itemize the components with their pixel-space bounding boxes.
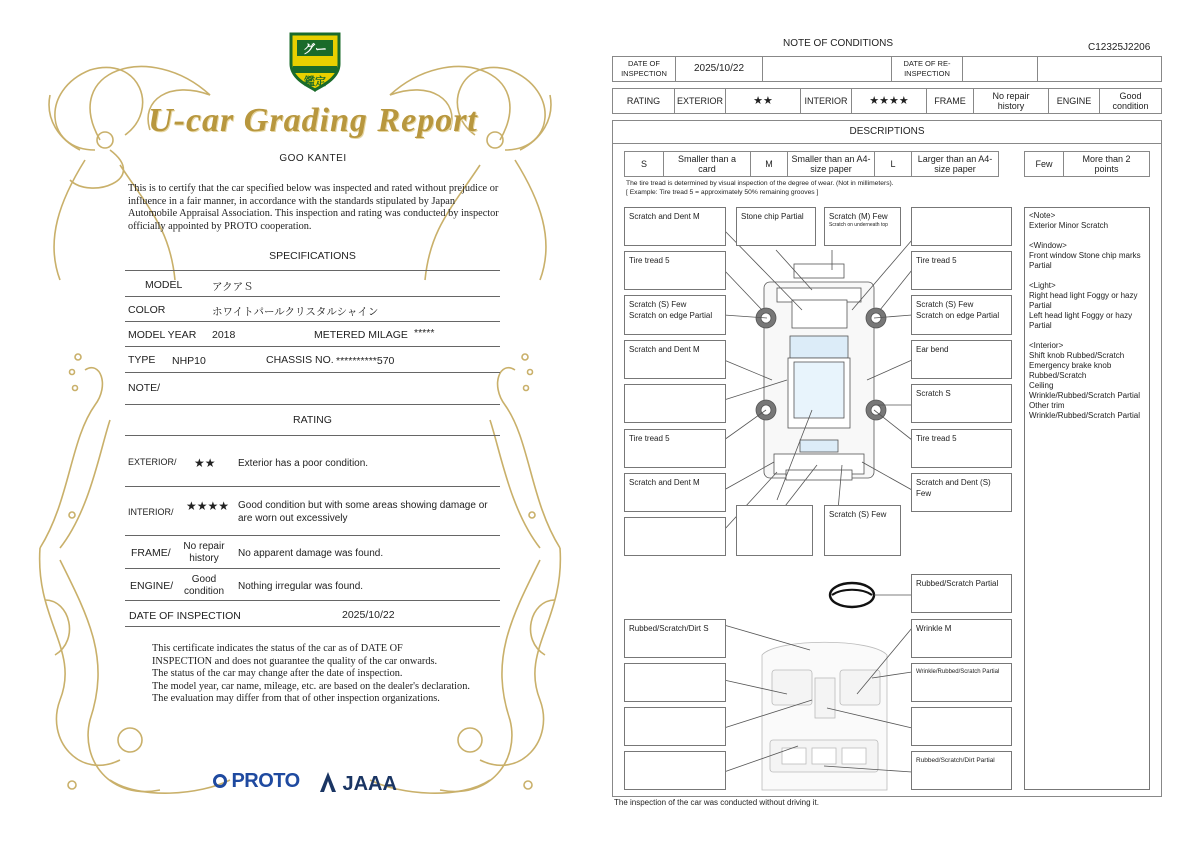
- note-box-left-front-door: Scratch and Dent M: [624, 340, 726, 379]
- note-box-rear-right: Scratch and Dent (S) Few: [911, 473, 1012, 512]
- note-text: Scratch (S) Few: [629, 300, 687, 309]
- type-label: TYPE: [128, 354, 156, 366]
- legend-s-desc: Smaller than a card: [663, 151, 751, 177]
- side-note-line: Left head light Foggy or hazy Partial: [1029, 311, 1133, 330]
- side-note-line: <Window>: [1029, 241, 1067, 250]
- date-of-inspection-value: 2025/10/22: [342, 609, 395, 621]
- exterior-label: EXTERIOR: [674, 88, 726, 114]
- date-of-inspection-label: DATE OF INSPECTION: [612, 56, 676, 82]
- date-of-inspection-value: 2025/10/22: [675, 56, 763, 82]
- divider: [125, 486, 500, 487]
- footer-line: This certificate indicates the status of the car as of DATE OF: [152, 643, 403, 654]
- side-note-line: <Light>: [1029, 281, 1056, 290]
- divider: [125, 270, 500, 271]
- note-box-left-rear-door: [624, 384, 726, 423]
- reinspection-label: DATE OF RE-INSPECTION: [891, 56, 963, 82]
- empty-cell: [962, 56, 1038, 82]
- note-box-rear-bumper: [736, 505, 813, 556]
- metered-milage-label: METERED MILAGE: [314, 329, 408, 341]
- divider: [125, 404, 500, 405]
- exterior-description: Exterior has a poor condition.: [238, 458, 369, 469]
- footer-line: The model year, car name, mileage, etc. are based on the dealer's declaration.: [152, 680, 470, 692]
- side-note-spacer: [1029, 231, 1145, 241]
- note-box-front-left: Scratch and Dent M: [624, 207, 726, 246]
- model-year-value: 2018: [212, 329, 236, 341]
- divider: [125, 296, 500, 297]
- note-box-tire-front-left: Tire tread 5: [624, 251, 726, 290]
- frame-description: No apparent damage was found.: [238, 548, 384, 559]
- frame-value: No repair history: [183, 541, 225, 564]
- jaaa-logo: JAAA: [318, 770, 397, 796]
- legend-few: Few: [1024, 151, 1064, 177]
- side-notes: [1024, 207, 1150, 790]
- side-note-spacer: [1029, 331, 1145, 341]
- note-box-tire-front-right: Tire tread 5: [911, 251, 1012, 290]
- divider: [125, 626, 500, 627]
- engine-value: Good condition: [1099, 88, 1162, 114]
- engine-description: Nothing irregular was found.: [238, 581, 364, 592]
- divider: [125, 535, 500, 536]
- interior-stars: ★★★★: [851, 88, 927, 114]
- empty-cell: [762, 56, 892, 82]
- divider: [125, 346, 500, 347]
- color-label: COLOR: [128, 304, 166, 316]
- side-note-line: Front window Stone chip marks Partial: [1029, 251, 1141, 270]
- side-note-line: Wrinkle/Rubbed/Scratch Partial: [1029, 411, 1141, 420]
- frame-label: FRAME: [926, 88, 974, 114]
- note-box-ceiling: Rubbed/Scratch/Dirt S: [624, 619, 726, 658]
- note-subtext: Scratch on underneath top: [829, 222, 888, 228]
- note-box-steering: Rubbed/Scratch Partial: [911, 574, 1012, 613]
- jaaa-mark-icon: [318, 770, 338, 794]
- side-note-spacer: [1029, 271, 1145, 281]
- side-note-line: Other trim: [1029, 401, 1065, 410]
- side-note-line: <Interior>: [1029, 341, 1064, 350]
- note-box-right-rear-door: Scratch S: [911, 384, 1012, 423]
- note-footer: The inspection of the car was conducted without driving it.: [614, 798, 819, 807]
- divider: [125, 600, 500, 601]
- note-title: NOTE OF CONDITIONS: [783, 38, 893, 49]
- divider: [125, 372, 500, 373]
- interior-stars: ★★★★: [186, 499, 230, 513]
- footer-line: INSPECTION and does not guarantee the quality of the car onwards.: [152, 655, 438, 667]
- note-box-right-fender: [911, 295, 1012, 335]
- note-text: Scratch on edge Partial: [916, 311, 1000, 320]
- footer-line: The status of the car may change after the date of inspection.: [152, 668, 403, 680]
- interior-label: INTERIOR/: [128, 507, 174, 517]
- model-label: MODEL: [145, 279, 183, 291]
- note-box-front-right: [911, 207, 1012, 246]
- certificate-subtitle: GOO KANTEI: [279, 153, 347, 164]
- note-box-tire-rear-left: Tire tread 5: [624, 429, 726, 468]
- legend-l: L: [874, 151, 912, 177]
- chassis-label: CHASSIS NO.: [266, 354, 334, 366]
- legend-few-desc: More than 2 points: [1063, 151, 1150, 177]
- svg-text:グー: グー: [302, 42, 328, 56]
- goo-kantei-badge-logo: [287, 30, 343, 92]
- side-note-line: Exterior Minor Scratch: [1029, 221, 1109, 230]
- divider: [125, 568, 500, 569]
- side-note-line: Ceiling: [1029, 381, 1054, 390]
- legend-l-desc: Larger than an A4-size paper: [911, 151, 999, 177]
- note-box-rear-seat-right: Rubbed/Scratch/Dirt Partial: [911, 751, 1012, 790]
- note-box-front-seat-right: Wrinkle/Rubbed/Scratch Partial: [911, 663, 1012, 702]
- tire-example: [ Example: Tire tread 5 = approximately 50% remaining grooves ]: [626, 189, 819, 196]
- note-box-windshield: Stone chip Partial: [736, 207, 816, 246]
- side-note-line: Wrinkle/Rubbed/Scratch Partial: [1029, 391, 1141, 400]
- rating-label: RATING: [612, 88, 675, 114]
- exterior-label: EXTERIOR/: [128, 457, 177, 467]
- side-note-line: Shift knob Rubbed/Scratch: [1029, 351, 1125, 360]
- certificate-title: U-car Grading Report: [148, 102, 478, 139]
- legend-m-desc: Smaller than an A4-size paper: [787, 151, 875, 177]
- exterior-stars: ★★: [725, 88, 801, 114]
- note-box-dashboard: Wrinkle M: [911, 619, 1012, 658]
- certificate-footer: [152, 643, 492, 706]
- side-note-line: Emergency brake knob Rubbed/Scratch: [1029, 361, 1112, 380]
- note-text: Scratch (S) Few: [916, 300, 974, 309]
- type-value: NHP10: [172, 355, 206, 367]
- note-box-left-fender: [624, 295, 726, 335]
- exterior-stars: ★★: [194, 456, 216, 470]
- chassis-value: **********570: [336, 355, 395, 367]
- divider: [125, 435, 500, 436]
- note-of-conditions: [600, 0, 1200, 848]
- svg-text:鑑定: 鑑定: [304, 75, 326, 88]
- note-box-console: [624, 707, 726, 746]
- note-box-shift: [911, 707, 1012, 746]
- note-text: Scratch (M) Few: [829, 212, 888, 221]
- note-text: Scratch on edge Partial: [629, 311, 713, 320]
- color-value: ホワイトパールクリスタルシャイン: [212, 306, 379, 318]
- divider: [125, 321, 500, 322]
- frame-value: No repair history: [973, 88, 1049, 114]
- proto-mark-icon: [213, 774, 227, 788]
- descriptions-heading: DESCRIPTIONS: [612, 120, 1162, 144]
- footer-line: The evaluation may differ from that of other inspection organizations.: [152, 693, 440, 705]
- date-of-inspection-label: DATE OF INSPECTION: [129, 610, 241, 622]
- document-code: C12325J2206: [1088, 42, 1151, 53]
- legend-m: M: [750, 151, 788, 177]
- note-box-roof: [824, 207, 901, 246]
- engine-label: ENGINE: [1048, 88, 1100, 114]
- note-label: NOTE/: [128, 382, 161, 394]
- note-box-rear-seat-left: [624, 751, 726, 790]
- note-box-trunk: Scratch (S) Few: [824, 505, 901, 556]
- tire-note: The tire tread is determined by visual inspection of the degree of wear. (Not in millimeters).: [626, 180, 894, 187]
- rating-heading: RATING: [293, 414, 332, 426]
- engine-value: Good condition: [183, 574, 225, 597]
- side-note-line: Right head light Foggy or hazy Partial: [1029, 291, 1138, 310]
- note-box-front-seat-left: [624, 663, 726, 702]
- engine-label: ENGINE/: [130, 580, 174, 592]
- interior-description: Good condition but with some areas showing damage or are worn out excessively: [238, 500, 488, 524]
- interior-label: INTERIOR: [800, 88, 852, 114]
- note-box-tire-rear-right: Tire tread 5: [911, 429, 1012, 468]
- model-year-label: MODEL YEAR: [128, 329, 197, 341]
- note-box-right-mirror: Ear bend: [911, 340, 1012, 379]
- specifications-heading: SPECIFICATIONS: [269, 250, 356, 262]
- proto-logo: PROTO: [213, 770, 300, 793]
- side-note-line: <Note>: [1029, 211, 1056, 220]
- legend-s: S: [624, 151, 664, 177]
- metered-milage-value: *****: [414, 327, 435, 339]
- note-box-rear-left: Scratch and Dent M: [624, 473, 726, 512]
- frame-label: FRAME/: [131, 547, 171, 559]
- certificate-intro: This is to certify that the car specified below was inspected and rated without prejudice or influence in a fair manner, in accordance with the standards stipulated by Japan Automobile Appraisal Association. This inspection and rating was conducted by inspector officially appointed by PROTO cooperation.: [128, 183, 499, 232]
- note-box-rear-bumper-left: [624, 517, 726, 556]
- model-value: アクアＳ: [212, 281, 254, 293]
